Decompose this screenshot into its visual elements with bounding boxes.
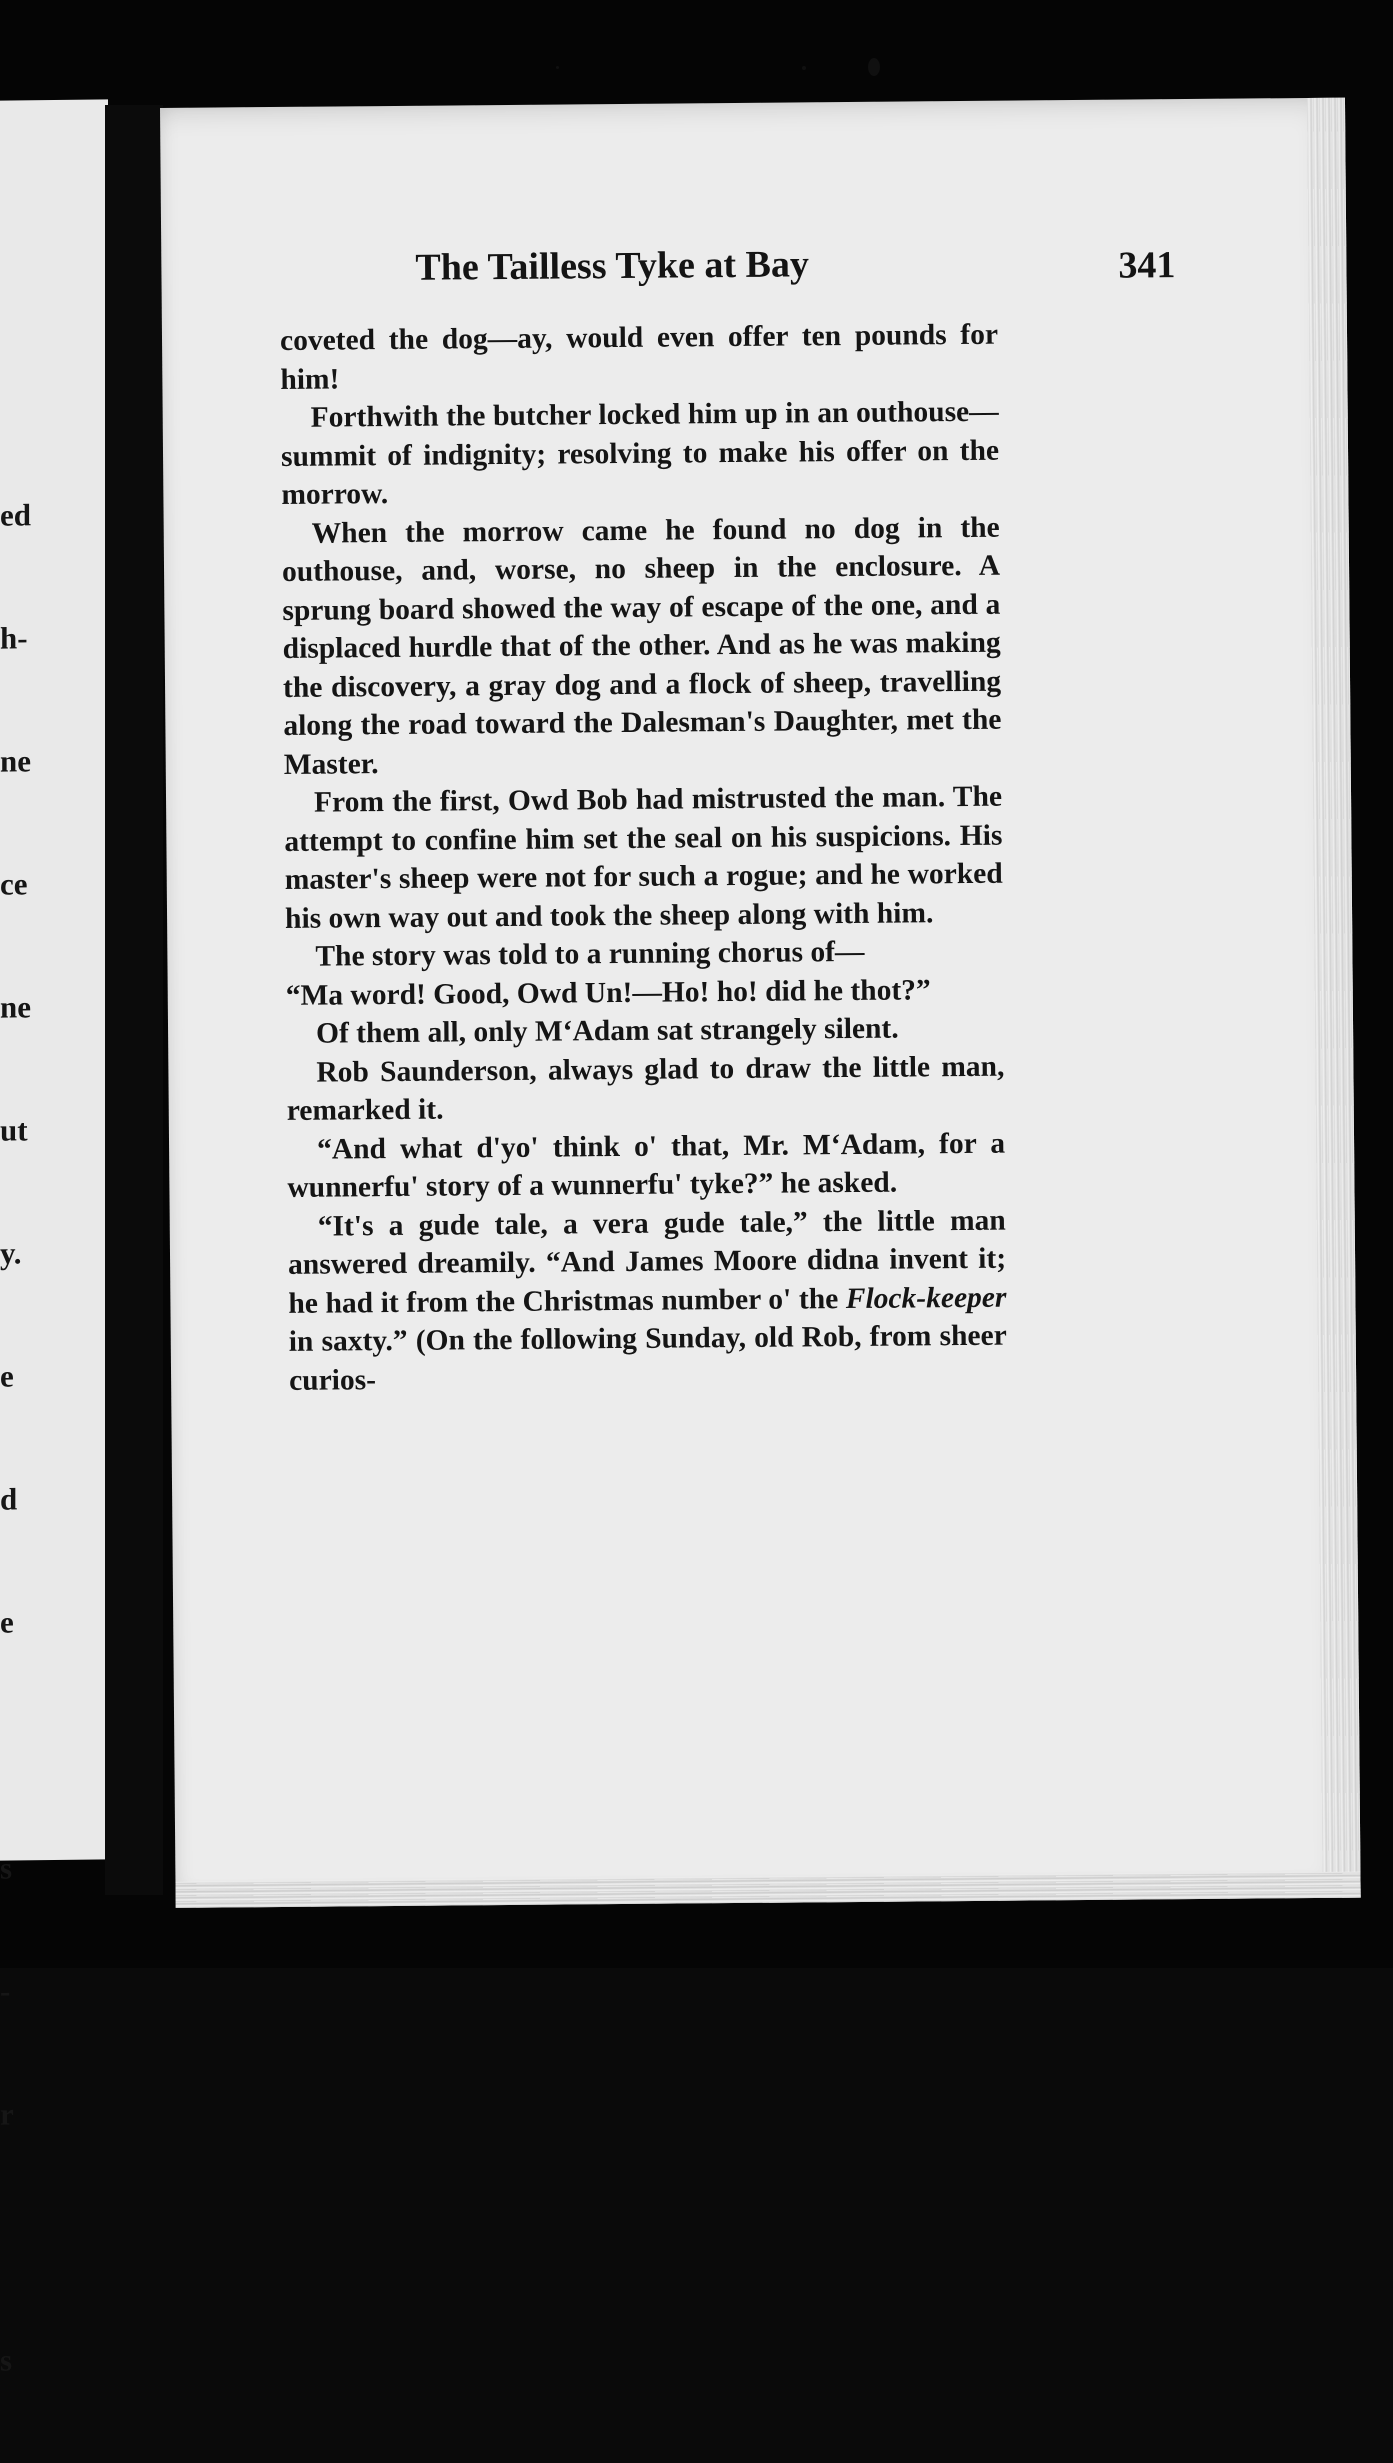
paragraph: Of them all, only M‘Adam sat strangely silent. [315, 1012, 899, 1050]
left-fragment [0, 2216, 60, 2258]
print-speck [778, 1773, 818, 1781]
left-fragment: ut [0, 1112, 28, 1148]
left-fragment: r [0, 2096, 14, 2132]
page-number: 341 [1118, 244, 1176, 287]
paragraph-text-after: in saxty.” (On the following Sunday, old Rob, from sheer curios- [288, 1319, 1007, 1397]
left-fragment: d [0, 1481, 18, 1517]
paragraph: When the morrow came he found no dog in the outhouse, and, worse, no sheep in the enclosure. A sprung board showed the way of escape of the one, and a displaced hurdle that of the other. And as he was making the discovery, a gray dog and a flock of sheep, travelling along the road toward the Dalesman's Daughter, met the Master. [281, 511, 1002, 781]
page-edges [1307, 98, 1361, 1898]
left-fragment: s [0, 1850, 13, 1886]
paragraph: From the first, Owd Bob had mistrusted the man. The attempt to confine him set the seal on his suspicions. His master's sheep were not for such a rogue; and he worked his own way out and took the sheep along with him. [284, 780, 1003, 935]
left-fragment: s [0, 2342, 13, 2378]
left-fragment: ed [0, 497, 31, 533]
paragraph: Forthwith the butcher locked him up in an outhouse—summit of indignity; resolving to make his offer on the morrow. [280, 395, 1000, 511]
paragraph: Rob Saunderson, always glad to draw the little man, remarked it. [286, 1050, 1005, 1127]
left-fragment: - [0, 1973, 11, 2009]
scan-dust [868, 58, 880, 76]
paragraph: coveted the dog—ay, would even offer ten pounds for him! [279, 318, 999, 396]
left-fragment [0, 1724, 60, 1766]
dialogue-paragraph [288, 1201, 1008, 1400]
left-fragment: e [0, 1358, 14, 1394]
left-fragment: ne [0, 743, 31, 779]
body-text [280, 316, 1007, 1400]
left-fragment: ne [0, 989, 31, 1025]
dialogue-paragraph: “And what d'yo' think o' that, Mr. M‘Adam, for a wunnerfu' story of a wunnerfu' tyke?” he asked. [287, 1127, 1006, 1204]
page-title: The Tailless Tyke at Bay [415, 243, 810, 289]
left-page-fragments [0, 412, 60, 2463]
book-gutter [105, 105, 163, 1895]
page-bottom-edge [175, 1872, 1360, 1908]
scan-dust [556, 66, 559, 69]
left-fragment: ce [0, 866, 28, 902]
left-fragment: h- [0, 620, 28, 656]
paragraph-text-before: “It's a gude tale, a vera gude tale,” the little man answered dreamily. “And James Moore didna invent it; he had it from the Christmas number o' the [287, 1204, 1007, 1320]
scan-dust [802, 66, 806, 70]
left-page [0, 99, 108, 2378]
running-head [415, 239, 1175, 306]
dialogue-line: “Ma word! Good, Owd Un!—Ho! ho! did he thot?” [285, 973, 931, 1012]
paragraph: The story was told to a running chorus of— [315, 935, 865, 973]
left-fragment: e [0, 1604, 14, 1640]
right-page [160, 98, 1361, 1908]
left-fragment: y. [0, 1235, 22, 1271]
italic-title: Flock-keeper [845, 1281, 1007, 1315]
